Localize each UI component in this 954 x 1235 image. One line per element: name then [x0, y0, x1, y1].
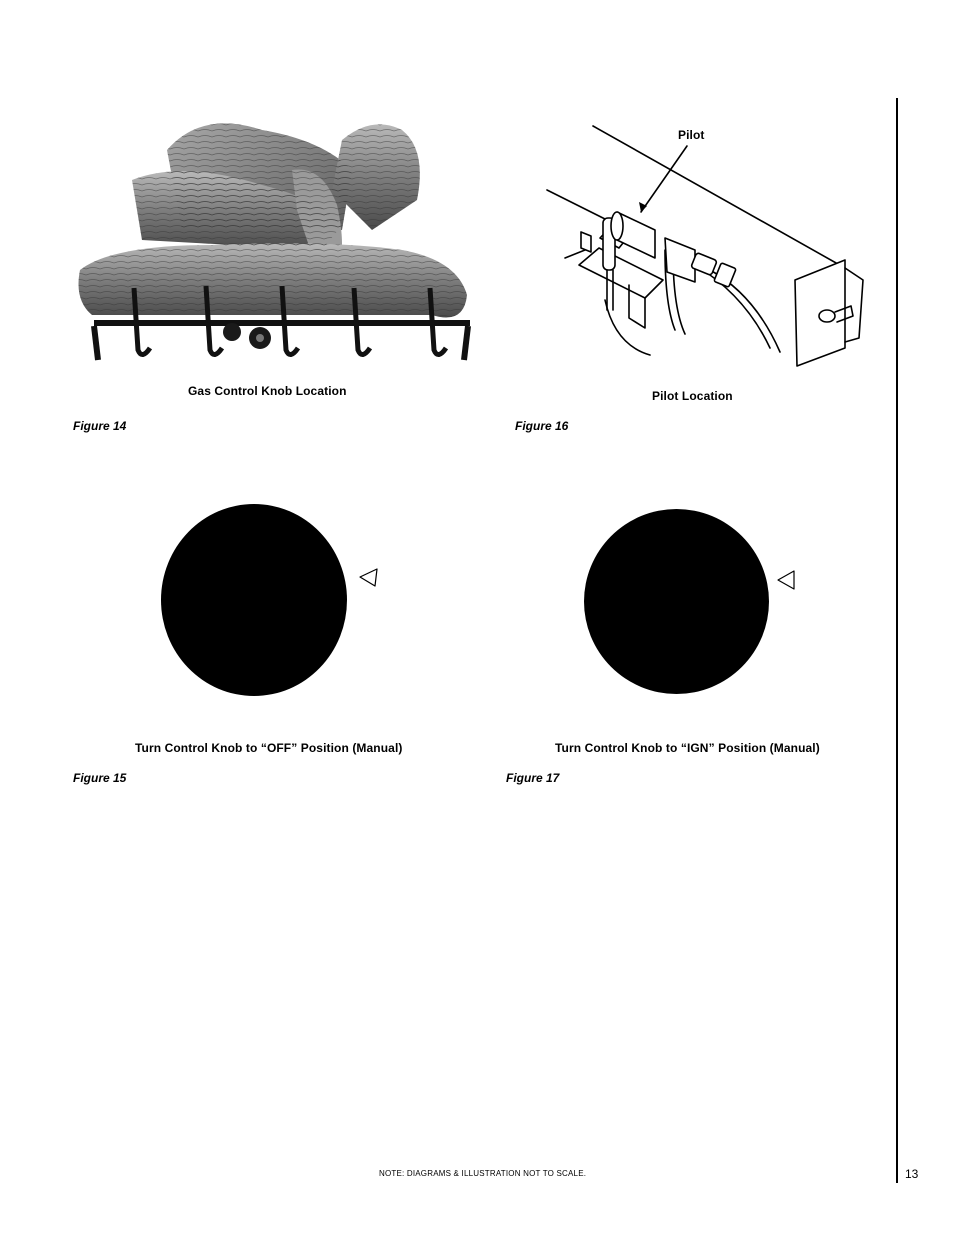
figure-17-caption: Turn Control Knob to “IGN” Position (Manual): [555, 741, 820, 755]
figure-17-label: Figure 17: [506, 771, 560, 785]
triangle-marker-icon: [776, 568, 798, 590]
pilot-callout: Pilot: [678, 128, 705, 142]
figure-16-caption: Pilot Location: [652, 389, 733, 403]
footer-note: NOTE: DIAGRAMS & ILLUSTRATION NOT TO SCALE.: [379, 1169, 587, 1178]
control-knob-icon: [584, 509, 769, 694]
log-set-photo: [72, 110, 472, 362]
page-number: 13: [905, 1167, 919, 1181]
figure-16-label: Figure 16: [515, 419, 569, 433]
pilot-diagram: [545, 120, 870, 375]
figure-15-caption: Turn Control Knob to “OFF” Position (Manual): [135, 741, 403, 755]
figure-14-caption: Gas Control Knob Location: [188, 384, 347, 398]
triangle-marker-icon: [358, 566, 380, 588]
figure-15-label: Figure 15: [73, 771, 127, 785]
margin-rule: [896, 98, 898, 1183]
figure-14-label: Figure 14: [73, 419, 127, 433]
control-knob-icon: [161, 504, 347, 696]
